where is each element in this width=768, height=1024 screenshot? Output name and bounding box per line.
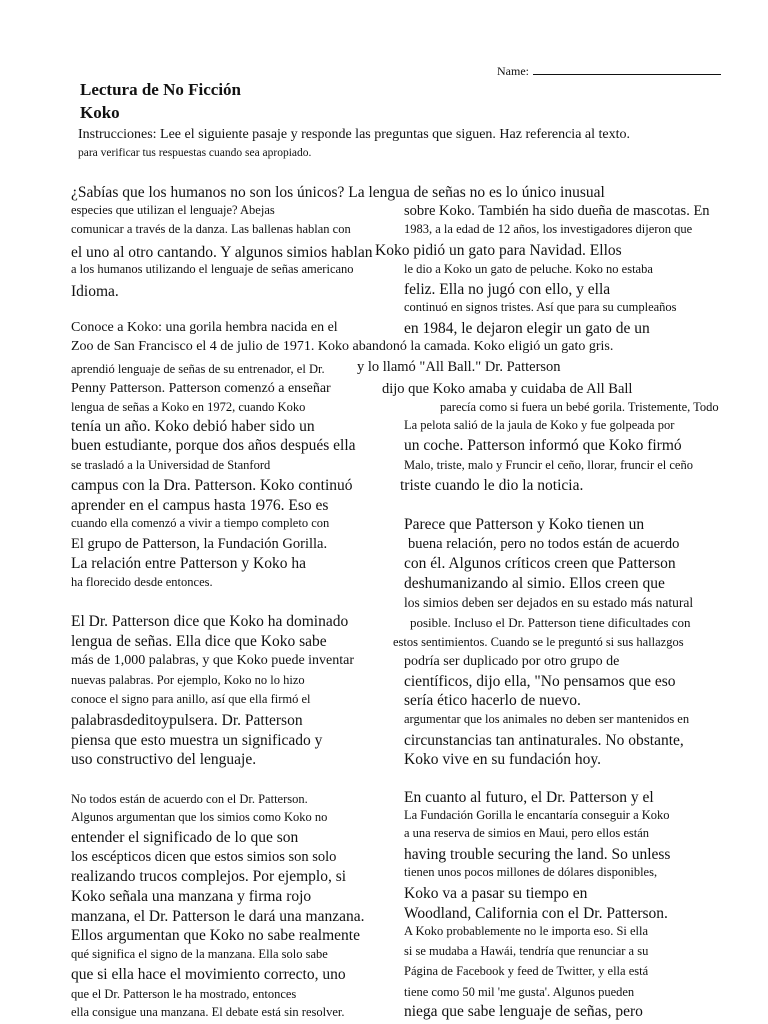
- passage-line: dijo que Koko amaba y cuidaba de All Ball: [382, 381, 633, 397]
- passage-line: Penny Patterson. Patterson comenzó a enseñar: [71, 381, 331, 396]
- passage-line: científicos, dijo ella, "No pensamos que eso: [404, 673, 676, 690]
- passage-line: Woodland, California con el Dr. Patterson.: [404, 905, 668, 922]
- passage-line: estos sentimientos. Cuando se le preguntó si sus hallazgos: [393, 635, 684, 649]
- passage-line: Página de Facebook y feed de Twitter, y ella está: [404, 964, 649, 978]
- instructions-line-2: para verificar tus respuestas cuando sea apropiado.: [78, 147, 312, 159]
- passage-line: having trouble securing the land. So unless: [404, 846, 671, 863]
- passage-line: Zoo de San Francisco el 4 de julio de 1971. Koko abandonó la camada. Koko eligió un gato gris.: [71, 339, 614, 354]
- passage-line: piensa que esto muestra un significado y: [71, 732, 323, 749]
- passage-line: podría ser duplicado por otro grupo de: [404, 654, 620, 669]
- passage-line: y lo llamó "All Ball." Dr. Patterson: [357, 359, 561, 375]
- passage-line: comunicar a través de la danza. Las ballenas hablan con: [71, 222, 351, 236]
- passage-line: ¿Sabías que los humanos no son los únicos? La lengua de señas no es lo único inusual: [71, 184, 605, 201]
- passage-line: Koko pidió un gato para Navidad. Ellos: [375, 242, 622, 259]
- passage-line: Koko señala una manzana y firma rojo: [71, 888, 312, 905]
- passage-line: aprender en el campus hasta 1976. Eso es: [71, 497, 329, 514]
- passage-line: realizando trucos complejos. Por ejemplo, si: [71, 868, 347, 885]
- passage-line: No todos están de acuerdo con el Dr. Patterson.: [71, 792, 308, 806]
- passage-line: a los humanos utilizando el lenguaje de señas americano: [71, 262, 354, 276]
- passage-line: feliz. Ella no jugó con ello, y ella: [404, 281, 611, 298]
- passage-line: Koko va a pasar su tiempo en: [404, 885, 588, 902]
- passage-line: tienen unos pocos millones de dólares disponibles,: [404, 865, 658, 879]
- passage-line: La relación entre Patterson y Koko ha: [71, 555, 306, 572]
- passage-line: continuó en signos tristes. Así que para su cumpleaños: [404, 300, 677, 314]
- passage-line: 1983, a la edad de 12 años, los investigadores dijeron que: [404, 222, 693, 236]
- passage-line: cuando ella comenzó a vivir a tiempo completo con: [71, 516, 330, 530]
- passage-line: que si ella hace el movimiento correcto, uno: [71, 966, 346, 983]
- passage-line: El grupo de Patterson, la Fundación Gorilla.: [71, 536, 328, 552]
- passage-line: El Dr. Patterson dice que Koko ha dominado: [71, 613, 349, 630]
- passage-line: buen estudiante, porque dos años después ella: [71, 437, 356, 454]
- passage-line: sobre Koko. También ha sido dueña de mascotas. En: [404, 203, 710, 219]
- passage-line: nuevas palabras. Por ejemplo, Koko no lo hizo: [71, 673, 305, 687]
- passage-line: los simios deben ser dejados en su estado más natural: [404, 595, 694, 610]
- passage-line: el uno al otro cantando. Y algunos simios hablan: [71, 244, 373, 261]
- passage-line: posible. Incluso el Dr. Patterson tiene dificultades con: [410, 615, 691, 630]
- passage-line: que el Dr. Patterson le ha mostrado, entonces: [71, 987, 297, 1001]
- passage-line: especies que utilizan el lenguaje? Abejas: [71, 203, 275, 217]
- document-subtitle: Koko: [80, 103, 120, 122]
- passage-line: Conoce a Koko: una gorila hembra nacida en el: [71, 320, 338, 335]
- passage-line: En cuanto al futuro, el Dr. Patterson y el: [404, 789, 654, 806]
- passage-line: triste cuando le dio la noticia.: [400, 477, 584, 494]
- passage-line: lengua de señas. Ella dice que Koko sabe: [71, 633, 327, 650]
- passage-line: se trasladó a la Universidad de Stanford: [71, 458, 271, 472]
- passage-line: Malo, triste, malo y Fruncir el ceño, llorar, fruncir el ceño: [404, 458, 693, 472]
- passage-line: un coche. Patterson informó que Koko firmó: [404, 437, 682, 454]
- passage-line: tiene como 50 mil 'me gusta'. Algunos pueden: [404, 985, 635, 999]
- passage-line: los escépticos dicen que estos simios son solo: [71, 849, 337, 865]
- passage-line: parecía como si fuera un bebé gorila. Tristemente, Todo: [440, 400, 719, 414]
- name-blank-line[interactable]: [533, 64, 721, 75]
- passage-line: deshumanizando al simio. Ellos creen que: [404, 575, 665, 592]
- passage-line: tenía un año. Koko debió haber sido un: [71, 418, 315, 435]
- passage-line: A Koko probablemente no le importa eso. Si ella: [404, 924, 649, 938]
- passage-line: Koko vive en su fundación hoy.: [404, 751, 602, 768]
- passage-line: buena relación, pero no todos están de acuerdo: [408, 536, 680, 552]
- passage-line: lengua de señas a Koko en 1972, cuando Koko: [71, 400, 306, 414]
- passage-line: aprendió lenguaje de señas de su entrenador, el Dr.: [71, 362, 325, 376]
- passage-line: qué significa el signo de la manzana. Ella solo sabe: [71, 947, 328, 961]
- name-field[interactable]: [497, 64, 721, 77]
- passage-line: ella consigue una manzana. El debate está sin resolver.: [71, 1005, 345, 1019]
- passage-line: sería ético hacerlo de nuevo.: [404, 692, 581, 709]
- passage-line: campus con la Dra. Patterson. Koko continuó: [71, 477, 353, 494]
- passage-line: circunstancias tan antinaturales. No obstante,: [404, 732, 684, 749]
- name-label: Name:: [497, 64, 529, 78]
- passage-line: manzana, el Dr. Patterson le dará una manzana.: [71, 908, 365, 925]
- passage-line: más de 1,000 palabras, y que Koko puede inventar: [71, 653, 355, 668]
- instructions-line-1: Instrucciones: Lee el siguiente pasaje y responde las preguntas que siguen. Haz referencia al texto.: [78, 127, 631, 142]
- passage-line: Parece que Patterson y Koko tienen un: [404, 516, 645, 533]
- passage-line: palabrasdeditoypulsera. Dr. Patterson: [71, 712, 303, 729]
- passage-line: La Fundación Gorilla le encantaría conseguir a Koko: [404, 808, 670, 822]
- passage-line: Ellos argumentan que Koko no sabe realmente: [71, 927, 360, 944]
- passage-line: le dio a Koko un gato de peluche. Koko no estaba: [404, 262, 653, 276]
- passage-line: uso constructivo del lenguaje.: [71, 751, 257, 768]
- passage-line: si se mudaba a Hawái, tendría que renunciar a su: [404, 944, 649, 958]
- passage-line: Algunos argumentan que los simios como Koko no: [71, 810, 328, 824]
- passage-line: con él. Algunos críticos creen que Patterson: [404, 555, 676, 572]
- passage-line: argumentar que los animales no deben ser mantenidos en: [404, 712, 690, 726]
- passage-line: conoce el signo para anillo, así que ella firmó el: [71, 692, 311, 706]
- passage-line: La pelota salió de la jaula de Koko y fue golpeada por: [404, 418, 675, 432]
- passage-line: ha florecido desde entonces.: [71, 575, 213, 589]
- passage-line: niega que sabe lenguaje de señas, pero: [404, 1003, 643, 1020]
- passage-line: Idioma.: [71, 283, 119, 300]
- passage-line: a una reserva de simios en Maui, pero ellos están: [404, 826, 650, 840]
- passage-line: en 1984, le dejaron elegir un gato de un: [404, 320, 650, 337]
- passage-line: entender el significado de lo que son: [71, 829, 299, 846]
- document-title: Lectura de No Ficción: [80, 80, 241, 99]
